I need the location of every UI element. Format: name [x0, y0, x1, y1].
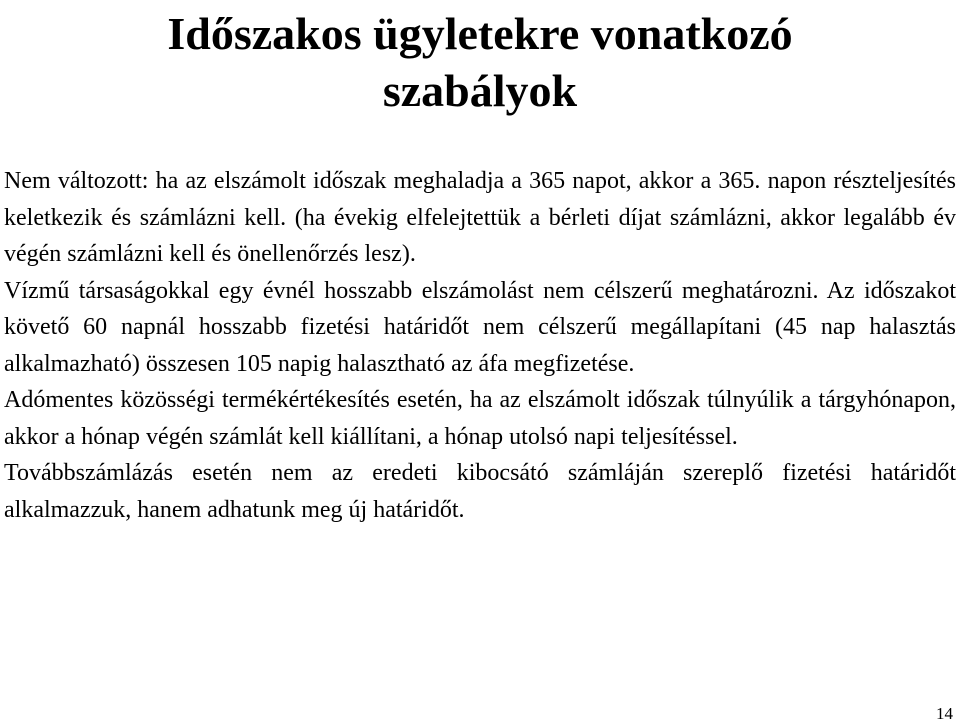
page-number: 14	[936, 704, 953, 723]
slide-title	[0, 0, 960, 119]
slide-title-line-2: szabályok	[382, 65, 578, 116]
paragraph-reinvoicing: Továbbszámlázás esetén nem az eredeti kibocsátó számláján szereplő fizetési határidőt alkalmazzuk, hanem adhatunk meg új határidőt.	[4, 460, 956, 523]
paragraph-unchanged-rule: Nem változott: ha az elszámolt időszak meghaladja a 365 napot, akkor a 365. napon részteljesítés keletkezik és számlázni kell. (ha évekig elfelejtettük a bérleti díjat számlázni, akkor legalább év végén számlázni kell és önellenőrzés lesz).	[4, 168, 956, 267]
slide-body	[4, 163, 956, 528]
paragraph-water-utility: Vízmű társaságokkal egy évnél hosszabb elszámolást nem célszerű meghatározni. Az időszakot követő 60 napnál hosszabb fizetési határidőt nem célszerű megállapítani (45 nap halasztás alkalmazható) összesen 105 napig halasztható az áfa megfizetése.	[4, 277, 956, 377]
slide-title-line-1: Időszakos ügyletekre vonatkozó	[167, 8, 793, 59]
paragraph-community-sales: Adómentes közösségi termékértékesítés esetén, ha az elszámolt időszak túlnyúlik a tárgyhónapon, akkor a hónap végén számlát kell kiállítani, a hónap utolsó napi teljesítéssel.	[4, 387, 956, 450]
